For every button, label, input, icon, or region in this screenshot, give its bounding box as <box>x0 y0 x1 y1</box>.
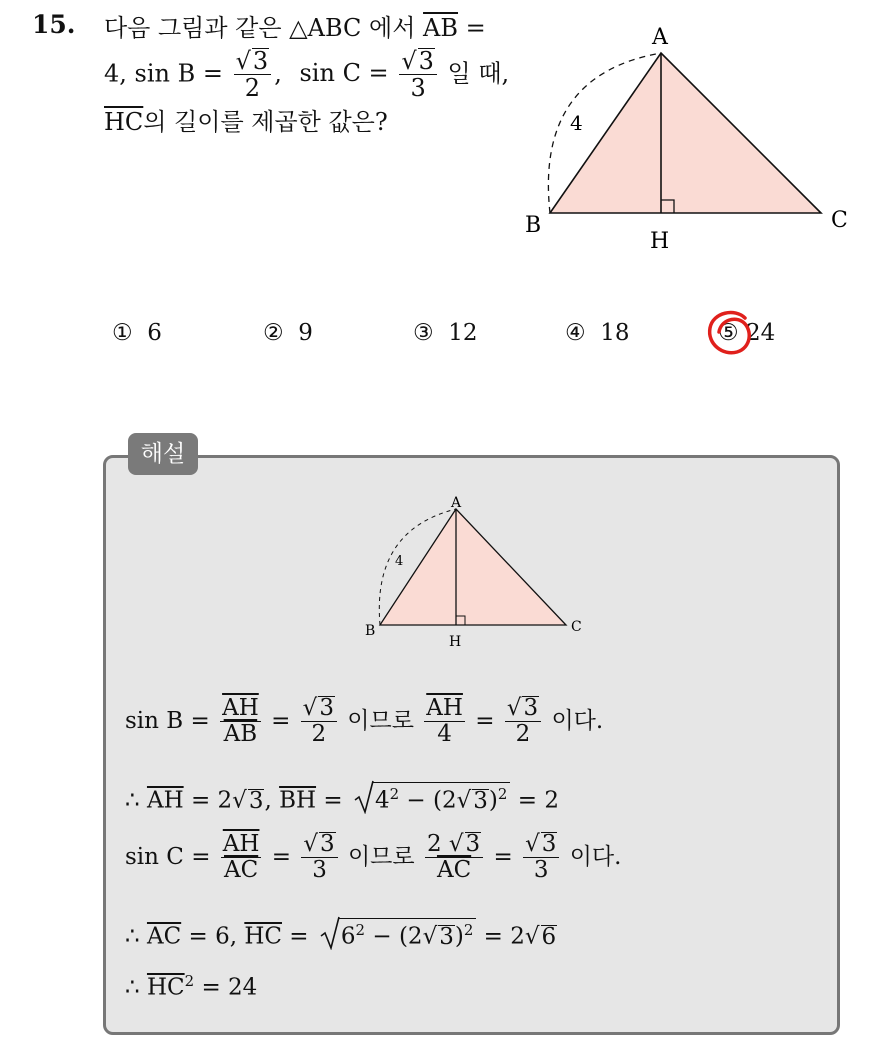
equals: = <box>475 707 495 734</box>
solution-side-length-label: 4 <box>395 554 404 569</box>
segment: $\overline{BH}$ <box>279 787 317 814</box>
expr: 2 <box>426 831 442 857</box>
denominator: 3 <box>312 857 327 884</box>
numerator: $\overline{AH}$ <box>222 695 259 721</box>
question-line-3 <box>104 110 388 134</box>
choice-3[interactable] <box>413 320 478 346</box>
solution-line-1 <box>125 696 603 748</box>
expr: sin C = <box>125 843 211 870</box>
comma: , <box>264 787 272 814</box>
segment: $\overline{HC}$ <box>146 974 185 1001</box>
denominator: 3 <box>533 857 549 884</box>
numerator: $\overline{AH}$ <box>426 695 463 721</box>
fraction: $\frac{√3}{2}$ <box>301 696 337 748</box>
segment: $\overline{HC}$ <box>244 923 282 950</box>
choice-mark: ④ <box>565 320 586 346</box>
numerator: $\overline{AH}$ <box>222 831 260 857</box>
segment-ab: $\overline{AB}$ <box>423 14 459 42</box>
expr: − (2 <box>372 923 423 950</box>
question-intro: 다음 그림과 같은 △ABC 에서 <box>104 14 416 42</box>
fraction-sinc: $\frac{√3}{3}$ <box>399 48 437 102</box>
question-line-2 <box>104 48 509 102</box>
given-sinc: sin C = <box>299 59 389 88</box>
solution-line-2: ∴ $\overline{AH} = 2√3$, $\overline{BH}$ = $4^2 - (2√3)^2 = 2$ <box>125 782 559 814</box>
side-length-label: 4 <box>570 111 583 135</box>
sqrt-radicand: 3 <box>320 831 335 857</box>
question-number: 15. <box>32 10 76 39</box>
expr: 4 <box>374 787 390 814</box>
equals: = <box>289 923 309 950</box>
sqrt-radicand: 3 <box>252 47 269 75</box>
solution-triangle-abc <box>380 509 566 625</box>
denominator: 2 <box>244 74 261 103</box>
question-when: 일 때, <box>447 59 510 88</box>
equals: = <box>271 843 292 870</box>
choice-2[interactable] <box>263 320 313 346</box>
solution-triangle-figure <box>360 495 595 655</box>
fraction: $\frac{√3}{3}$ <box>523 832 559 884</box>
connector: 이다. <box>569 843 622 870</box>
fraction: $\frac{√3}{2}$ <box>505 696 541 748</box>
solution-vertex-b-label: B <box>365 623 376 639</box>
denominator: AC <box>224 857 259 884</box>
denominator: AB <box>223 721 258 748</box>
answer-circle-mark <box>705 306 757 360</box>
fraction <box>220 696 261 748</box>
sqrt-radicand: 3 <box>523 695 539 721</box>
fraction <box>221 832 262 884</box>
choice-mark: ① <box>112 320 133 346</box>
fraction-sinb: $\frac{√3}{2}$ <box>234 48 272 102</box>
expr: = 24 <box>201 974 258 1001</box>
sqrt-radicand: 3 <box>465 831 481 857</box>
solution-tag: 해설 <box>128 433 198 475</box>
fraction <box>424 696 465 748</box>
choice-mark: ② <box>263 320 284 346</box>
denominator: AC <box>436 857 472 884</box>
sqrt-radicand: 6 <box>541 923 557 950</box>
question-ask: 의 길이를 제곱한 값은? <box>143 108 388 136</box>
choice-value: 12 <box>448 320 478 346</box>
therefore: ∴ <box>125 974 140 1001</box>
triangle-abc <box>550 53 821 213</box>
expr: 6 <box>340 923 356 950</box>
expr: ) <box>488 787 498 814</box>
vertex-b-label: B <box>525 213 542 238</box>
vertex-c-label: C <box>831 208 848 233</box>
triangle-figure <box>515 20 860 260</box>
expr: = 6, <box>188 923 238 950</box>
expr: = 2 <box>483 923 525 950</box>
choice-value: 6 <box>147 320 162 346</box>
solution-line-4: ∴ $\overline{AC} = 6$, $\overline{HC}$ = $6^2 - (2√3)^2 = 2√6$ <box>125 918 557 950</box>
sqrt-radicand: 3 <box>418 47 434 75</box>
radical-sign <box>320 916 340 950</box>
connector: 이다. <box>551 707 604 734</box>
segment: $\overline{AC}$ <box>146 923 182 950</box>
given-ab-sinb: 4, sin B = <box>104 59 223 88</box>
denominator: 2 <box>311 721 327 748</box>
segment: $\overline{AH}$ <box>146 787 184 814</box>
choice-mark: ③ <box>413 320 434 346</box>
expr: sin B = <box>125 707 210 734</box>
choice-mark: ⑤ <box>718 320 739 346</box>
denominator: 4 <box>437 721 452 748</box>
choice-1[interactable] <box>112 320 162 346</box>
expr: − (2 <box>406 787 457 814</box>
equals-sign: = <box>465 14 486 42</box>
sqrt-radicand: 3 <box>248 787 264 814</box>
segment-hc: $\overline{HC}$ <box>104 108 144 136</box>
solution-vertex-c-label: C <box>571 619 582 635</box>
denominator: 3 <box>410 74 426 103</box>
expr: = 2 <box>517 787 559 814</box>
solution-line-5: ∴ $\overline{HC}^2 = 24$ <box>125 972 258 1001</box>
comma: , <box>274 59 282 88</box>
equals: = <box>493 843 513 870</box>
big-radical: $4^2 - (2√3)^2$ <box>354 782 510 814</box>
question-line-1 <box>104 16 486 40</box>
fraction: $\frac{2 √3}{AC}$ <box>425 832 483 884</box>
choice-value: 18 <box>600 320 630 346</box>
big-radical: $6^2 - (2√3)^2$ <box>320 918 476 950</box>
solution-foot-h-label: H <box>449 634 462 650</box>
sqrt-radicand: 3 <box>541 831 557 857</box>
sqrt-radicand: 3 <box>439 923 454 950</box>
equals: = <box>323 787 343 814</box>
foot-h-label: H <box>650 229 670 254</box>
sqrt-radicand: 3 <box>319 695 334 721</box>
vertex-a-label: A <box>652 25 668 50</box>
connector: 이므로 <box>347 843 415 870</box>
solution-vertex-a-label: A <box>451 495 462 511</box>
therefore: ∴ <box>125 787 140 814</box>
fraction: $\frac{√3}{3}$ <box>301 832 337 884</box>
choice-value: 24 <box>745 320 776 346</box>
sqrt-radicand: 3 <box>473 787 488 814</box>
solution-line-3 <box>125 832 621 884</box>
radical-sign <box>354 780 374 814</box>
denominator: 2 <box>515 721 531 748</box>
expr: ) <box>454 923 464 950</box>
connector: 이므로 <box>347 707 414 734</box>
choice-value: 9 <box>298 320 313 346</box>
therefore: ∴ <box>125 923 140 950</box>
choice-4[interactable] <box>565 320 630 346</box>
equals: = <box>271 707 291 734</box>
expr: = 2 <box>190 787 233 814</box>
